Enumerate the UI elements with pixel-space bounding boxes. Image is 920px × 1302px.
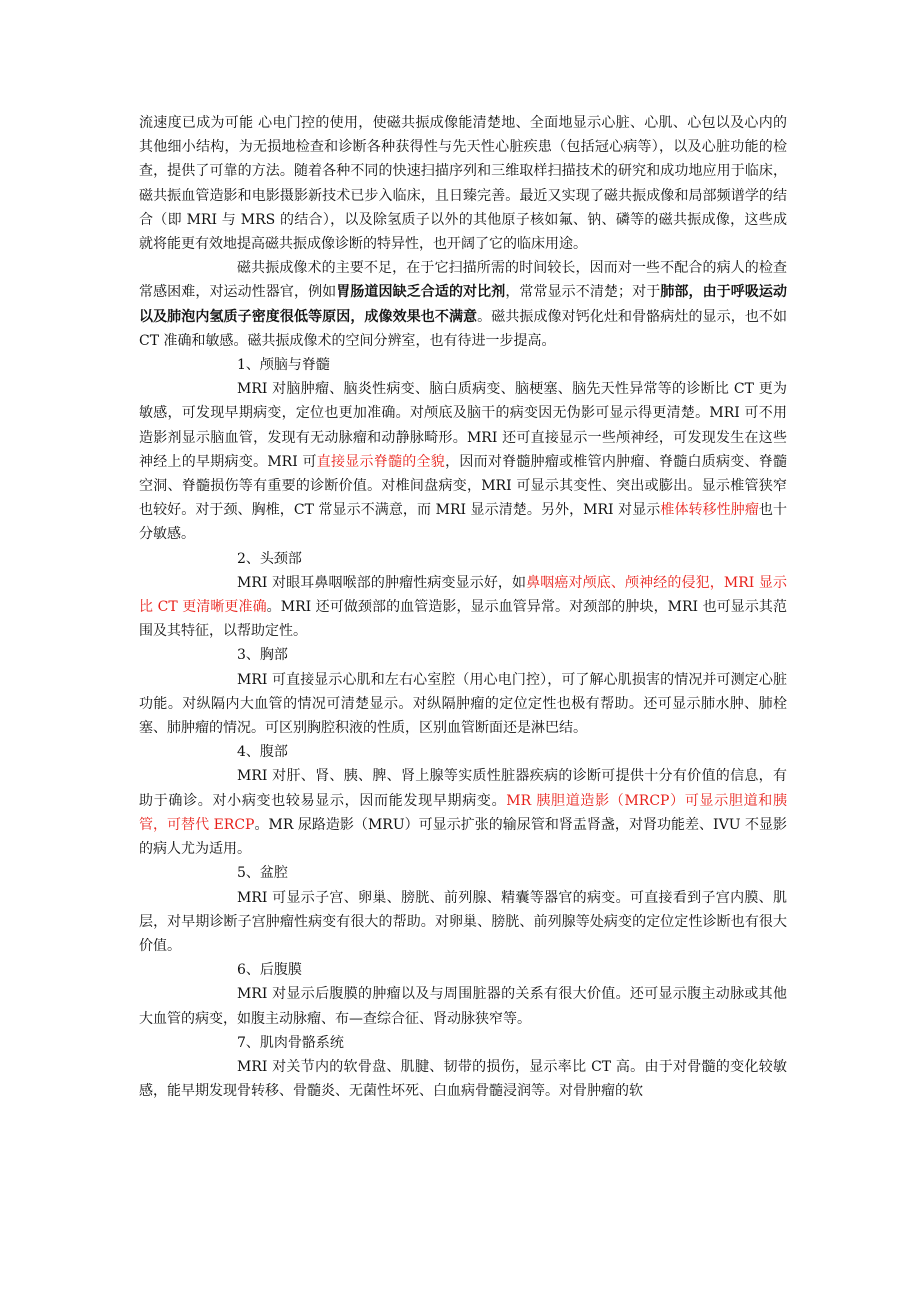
section-heading-musculoskeletal: 7、肌肉骨骼系统	[237, 1034, 344, 1051]
head-neck-text-1: MRI 对眼耳鼻咽喉部的肿瘤性病变显示好，如	[237, 574, 527, 591]
section-heading-brain-spine: 1、颅脑与脊髓	[237, 357, 330, 374]
section-body-chest: MRI 可直接显示心肌和左右心室腔（用心电门控），可了解心肌损害的情况并可测定心脏功能。对纵隔内大血管的情况可清楚显示。对纵隔肿瘤的定位定性也极有帮助。还可显示肺水肿、肺栓塞、肺肿瘤的情况。可区别胸腔积液的性质，区别血管断面还是淋巴结。	[139, 671, 787, 737]
brain-spine-text-2: ，因而对脊髓肿瘤或椎管内肿瘤、脊髓白质病变、脊髓空洞、脊髓损伤等有重要的诊断价值。对椎间盘病变，MRI 可显示其变性、突出或膨出。显示椎管狭窄也较好。对于颈、胸椎，CT 常显示不满意，而 MRI 显示清楚。另外，MRI 对显示	[139, 453, 788, 519]
abdomen-highlight-1: MR 胰胆道造影（MRCP）可显示胆道和胰管，可替代 ERCP	[139, 792, 788, 833]
section-heading-abdomen: 4、腹部	[237, 744, 288, 761]
section-body-retroperitoneum: MRI 对显示后腹膜的肿瘤以及与周围脏器的关系有很大价值。还可显示腹主动脉或其他大血管的病变，如腹主动脉瘤、布—查综合征、肾动脉狭窄等。	[139, 986, 787, 1027]
limitations-text-3: 。磁共振成像对钙化灶和骨骼病灶的显示，也不如 CT 准确和敏感。磁共振成像术的空间分辨室，也有待进一步提高。	[139, 308, 788, 349]
limitations-bold-2: 肺部，由于呼吸运动以及肺泡内氢质子密度很低等原因，成像效果也不满意	[139, 284, 788, 325]
head-neck-text-2: 。MRI 还可做颈部的血管造影，显示血管异常。对颈部的肿块，MRI 也可显示其范围及其特征，以帮助定性。	[139, 599, 787, 640]
section-body-head-neck	[139, 571, 787, 644]
limitations-text-1: 磁共振成像术的主要不足，在于它扫描所需的时间较长，因而对一些不配合的病人的检查常感困难，对运动性器官，例如	[139, 260, 787, 301]
brain-spine-text-3: 也十分敏感。	[139, 502, 788, 543]
section-body-abdomen	[139, 764, 787, 861]
limitations-text-2: ，常常显示不清楚；对于	[505, 284, 661, 301]
section-body-musculoskeletal: MRI 对关节内的软骨盘、肌腱、韧带的损伤，显示率比 CT 高。由于对骨髓的变化较敏感，能早期发现骨转移、骨髓炎、无菌性坏死、白血病骨髓浸润等。对骨肿瘤的软	[139, 1058, 787, 1100]
brain-spine-text-1: MRI 对脑肿瘤、脑炎性病变、脑白质病变、脑梗塞、脑先天性异常等的诊断比 CT 更为敏感，可发现早期病变，定位也更加准确。对颅底及脑干的病变因无伪影可显示得更清楚。MRI 可不用造影剂显示脑血管，发现有无动脉瘤和动静脉畸形。MRI 还可直接显示一些颅神经，可发现发生在这些神经上的早期病变。MRI 可	[139, 381, 787, 470]
section-heading-retroperitoneum: 6、后腹膜	[237, 962, 302, 979]
brain-spine-highlight-1: 直接显示脊髓的全貌	[316, 453, 446, 470]
limitations-bold-1: 胃肠道因缺乏合适的对比剂	[336, 284, 506, 301]
intro-paragraph: 流速度已成为可能 心电门控的使用，使磁共振成像能清楚地、全面地显示心脏、心肌、心包以及心内的其他细小结构，为无损地检查和诊断各种获得性与先天性心脏疾患（包括冠心病等），以及心脏功能的检查，提供了可靠的方法。随着各种不同的快速扫描序列和三维取样扫描技术的研究和成功地应用于临床，磁共振血管造影和电影摄影新技术已步入临床，且日臻完善。最近又实现了磁共振成像和局部频谱学的结合（即 MRI 与 MRS 的结合），以及除氢质子以外的其他原子核如氟、钠、磷等的磁共振成像，这些成就将能更有效地提高磁共振成像诊断的特异性，也开阔了它的临床用途。	[139, 115, 787, 253]
document-body	[139, 111, 787, 1103]
section-heading-chest: 3、胸部	[237, 647, 288, 664]
head-neck-highlight-1: 鼻咽癌对颅底、颅神经的侵犯，MRI 显示比 CT 更清晰更准确	[139, 574, 788, 616]
abdomen-text-2: 。MR 尿路造影（MRU）可显示扩张的输尿管和肾盂肾盏，对肾功能差、IVU 不显影的病人尤为适用。	[139, 816, 788, 858]
section-body-pelvis: MRI 可显示子宫、卵巢、膀胱、前列腺、精囊等器官的病变。可直接看到子宫内膜、肌层，对早期诊断子宫肿瘤性病变有很大的帮助。对卵巢、膀胱、前列腺等处病变的定位定性诊断也有很大价值。	[139, 889, 787, 954]
abdomen-text-1: MRI 对肝、肾、胰、脾、肾上腺等实质性脏器疾病的诊断可提供十分有价值的信息，有助于确诊。对小病变也较易显示，因而能发现早期病变。	[139, 768, 787, 809]
section-heading-head-neck: 2、头颈部	[237, 550, 302, 567]
limitations-paragraph	[139, 256, 787, 353]
section-body-brain-spine	[139, 377, 787, 546]
brain-spine-highlight-2: 椎体转移性肿瘤	[660, 502, 759, 519]
section-heading-pelvis: 5、盆腔	[237, 865, 288, 882]
